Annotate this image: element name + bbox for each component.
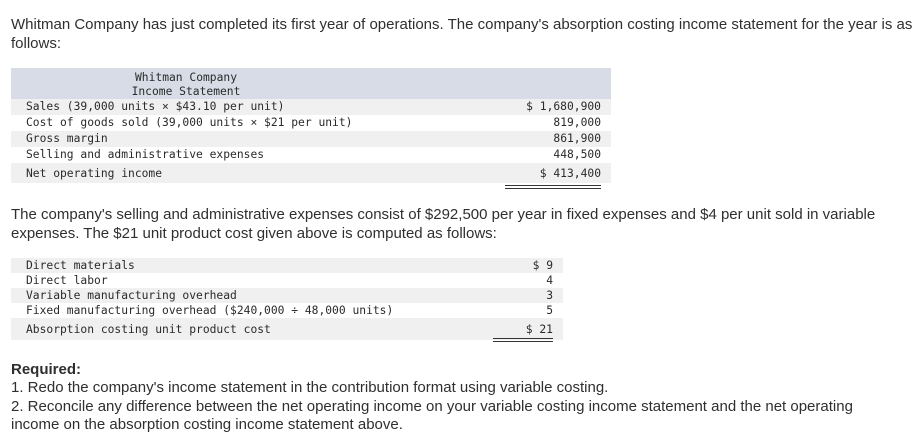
required-item-2: 2. Reconcile any difference between the net operating income on your variable costing income statement and the net operating [11,398,853,415]
unit-product-cost-amount: $ 21 [525,323,553,336]
middle-text-line-1: The company's selling and administrative expenses consist of $292,500 per year in fixed expenses and $4 per unit sold in variable [11,206,876,223]
statement-title: Income Statement [131,85,241,98]
selling-admin-amount: 448,500 [553,148,601,161]
variable-overhead-label: Variable manufacturing overhead [26,289,237,302]
table-row [11,163,611,183]
table-row [11,318,563,340]
table-row [11,131,611,147]
unit-cost-table [11,258,563,340]
table-row [11,147,611,163]
double-rule-top [493,338,553,339]
net-operating-income-amount: $ 413,400 [539,167,601,180]
intro-text-line-1: Whitman Company has just completed its first year of operations. The company's absorption costing income statement for the year is as [11,16,913,33]
income-statement-table [11,68,611,183]
table-row [11,258,563,273]
direct-labor-label: Direct labor [26,274,108,287]
unit-product-cost-label: Absorption costing unit product cost [26,323,271,336]
double-rule-bottom [505,188,601,189]
double-rule-top [505,185,601,186]
selling-admin-label: Selling and administrative expenses [26,148,265,161]
table-row [11,273,563,288]
table-row [11,288,563,303]
fixed-overhead-label: Fixed manufacturing overhead ($240,000 ÷ 48,000 units) [26,304,394,317]
gross-margin-amount: 861,900 [553,132,601,145]
net-operating-income-label: Net operating income [26,167,163,180]
required-item-2-continued: income on the absorption costing income statement above. [11,416,403,433]
cogs-label: Cost of goods sold (39,000 units × $21 per unit) [26,116,353,129]
direct-materials-label: Direct materials [26,259,135,272]
fixed-overhead-amount: 5 [546,304,553,317]
gross-margin-label: Gross margin [26,132,108,145]
sales-label: Sales (39,000 units × $43.10 per unit) [26,100,285,113]
variable-overhead-amount: 3 [546,289,553,302]
direct-materials-amount: $ 9 [532,259,553,272]
company-name: Whitman Company [134,71,238,84]
required-heading: Required: [11,361,82,378]
direct-labor-amount: 4 [546,274,553,287]
sales-amount: $ 1,680,900 [526,100,601,113]
intro-text-line-2: follows: [11,35,62,52]
double-rule-bottom [493,341,553,342]
middle-text-line-2: expenses. The $21 unit product cost given above is computed as follows: [11,225,497,242]
table-row [11,115,611,131]
table-row [11,99,611,115]
required-item-1: 1. Redo the company's income statement in the contribution format using variable costing. [11,379,609,396]
cogs-amount: 819,000 [553,116,601,129]
income-statement-header [11,68,611,99]
table-row [11,303,563,318]
